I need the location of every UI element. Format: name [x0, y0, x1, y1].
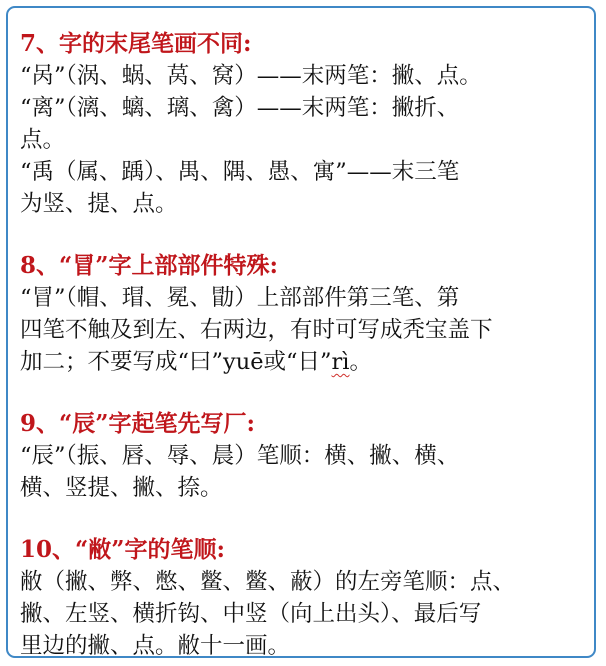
section-heading: 8、“冒”字上部部件特殊: [20, 252, 278, 279]
text-line [20, 346, 590, 378]
text-line: 撇、左竖、横折钩、中竖（向上出头）、最后写 [20, 601, 482, 627]
section-text [20, 566, 590, 658]
section-10 [20, 534, 590, 658]
text-line: “冒”（帽、瑁、冕、勖）上部部件第三笔、第 [20, 285, 460, 311]
section-heading: 9、“辰”字起笔先写厂: [20, 410, 255, 437]
text-line: “辰”（振、唇、辱、晨）笔顺：横、撇、横、 [20, 443, 460, 469]
text-line: 点。 [20, 127, 66, 153]
section-9 [20, 408, 590, 504]
text-segment: 加二；不要写成“曰”yuē或“日” [20, 349, 332, 375]
text-line: 敝（撇、弊、憋、鳖、鳖、蔽）的左旁笔顺：点、 [20, 569, 516, 595]
text-line: 横、竖提、撇、捺。 [20, 475, 223, 501]
section-text [20, 440, 590, 504]
section-8 [20, 250, 590, 378]
text-line: 为竖、提、点。 [20, 191, 178, 217]
section-heading: 10、“敝”字的笔顺: [20, 536, 225, 563]
text-line: 四笔不触及到左、右两边，有时可写成秃宝盖下 [20, 317, 493, 343]
spellcheck-underlined-word: rì [331, 349, 350, 375]
text-line: “禹（属、踽）、禺、隅、愚、寓”——末三笔 [20, 159, 460, 185]
text-segment: 。 [349, 349, 372, 375]
text-line: “呙”（涡、蜗、莴、窝）——末两笔：撇、点。 [20, 63, 482, 89]
text-line: 里边的撇、点。敝十一画。 [20, 633, 291, 658]
section-7 [20, 28, 590, 220]
document-body [20, 28, 590, 658]
content-card [6, 6, 596, 658]
section-text [20, 60, 590, 220]
text-line: “离”（漓、螭、璃、禽）——末两笔：撇折、 [20, 95, 460, 121]
section-heading: 7、字的末尾笔画不同: [20, 30, 252, 57]
section-text [20, 282, 590, 378]
